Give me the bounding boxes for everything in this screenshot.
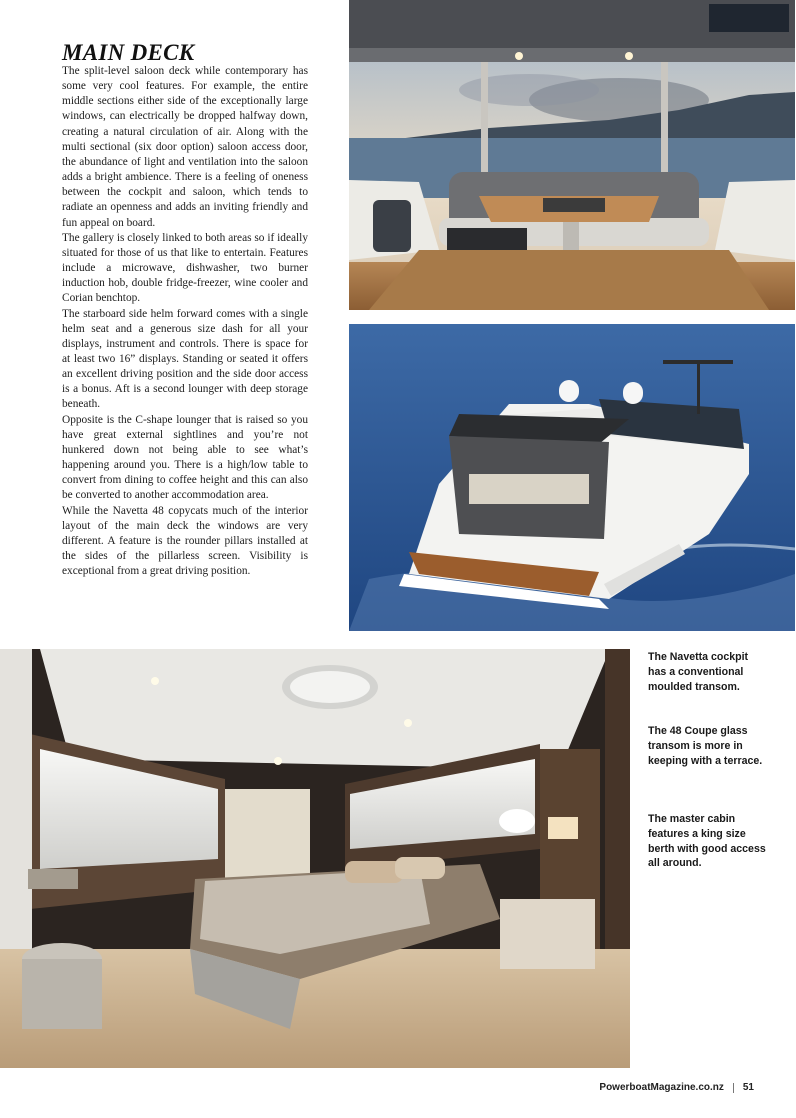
body-paragraph: Opposite is the C-shape lounger that is raised so you have great external sightlines and you’re not hunkered down not being able to see what’s happening around you. There is a high/low table to convert from dining to coffee height and this can also be converted to another accommodation area. (62, 413, 308, 502)
photo-caption: The master cabin features a king size berth with good access all around. (648, 813, 766, 870)
body-paragraph: The split-level saloon deck while contemporary has some very cool features. For example, the entire middle sections either side of the exceptionally large windows, can electrically be dropped halfway down, creating a natural circulation of air. Along with the multi sectional (six door option) saloon access door, the abundance of light and ventilation into the saloon adds a bright ambience. There is a feeling of oneness between the cockpit and saloon, which tends to radiate an openness and adds an inviting friendly and fun appeal on board. (62, 65, 308, 229)
cockpit-photo (349, 0, 795, 310)
page-number: 51 (742, 1082, 754, 1093)
article-heading: MAIN DECK (62, 40, 195, 65)
body-paragraph: While the Navetta 48 copycats much of the interior layout of the main deck the windows are very different. A feature is the rounder pillars installed at the sides of the pillarless screen. Visibility is exceptional from a great driving position. (62, 504, 308, 578)
footer-divider (733, 1083, 734, 1093)
article-body (62, 64, 308, 579)
page-footer (599, 1082, 754, 1093)
body-paragraph: The starboard side helm forward comes with a single helm seat and a generous size dash for all your displays, instrument and controls. There is space for at least two 16” displays. Standing or seated it offers an excellent driving position and the side door access is a bonus. Aft is a second lounger with deep storage beneath. (62, 307, 308, 411)
master-cabin-photo (0, 649, 630, 1068)
photo-caption: The 48 Coupe glass transom is more in keeping with a terrace. (648, 725, 763, 767)
footer-site: PowerboatMagazine.co.nz (599, 1082, 724, 1093)
photo-caption: The Navetta cockpit has a conventional moulded transom. (648, 651, 749, 693)
body-paragraph: The gallery is closely linked to both areas so if ideally situated for those of us that like to entertain. Features include a microwave, dishwasher, two burner induction hob, double fridge-freezer, wine cooler and Corian benchtop. (62, 231, 308, 305)
yacht-photo (349, 324, 795, 631)
